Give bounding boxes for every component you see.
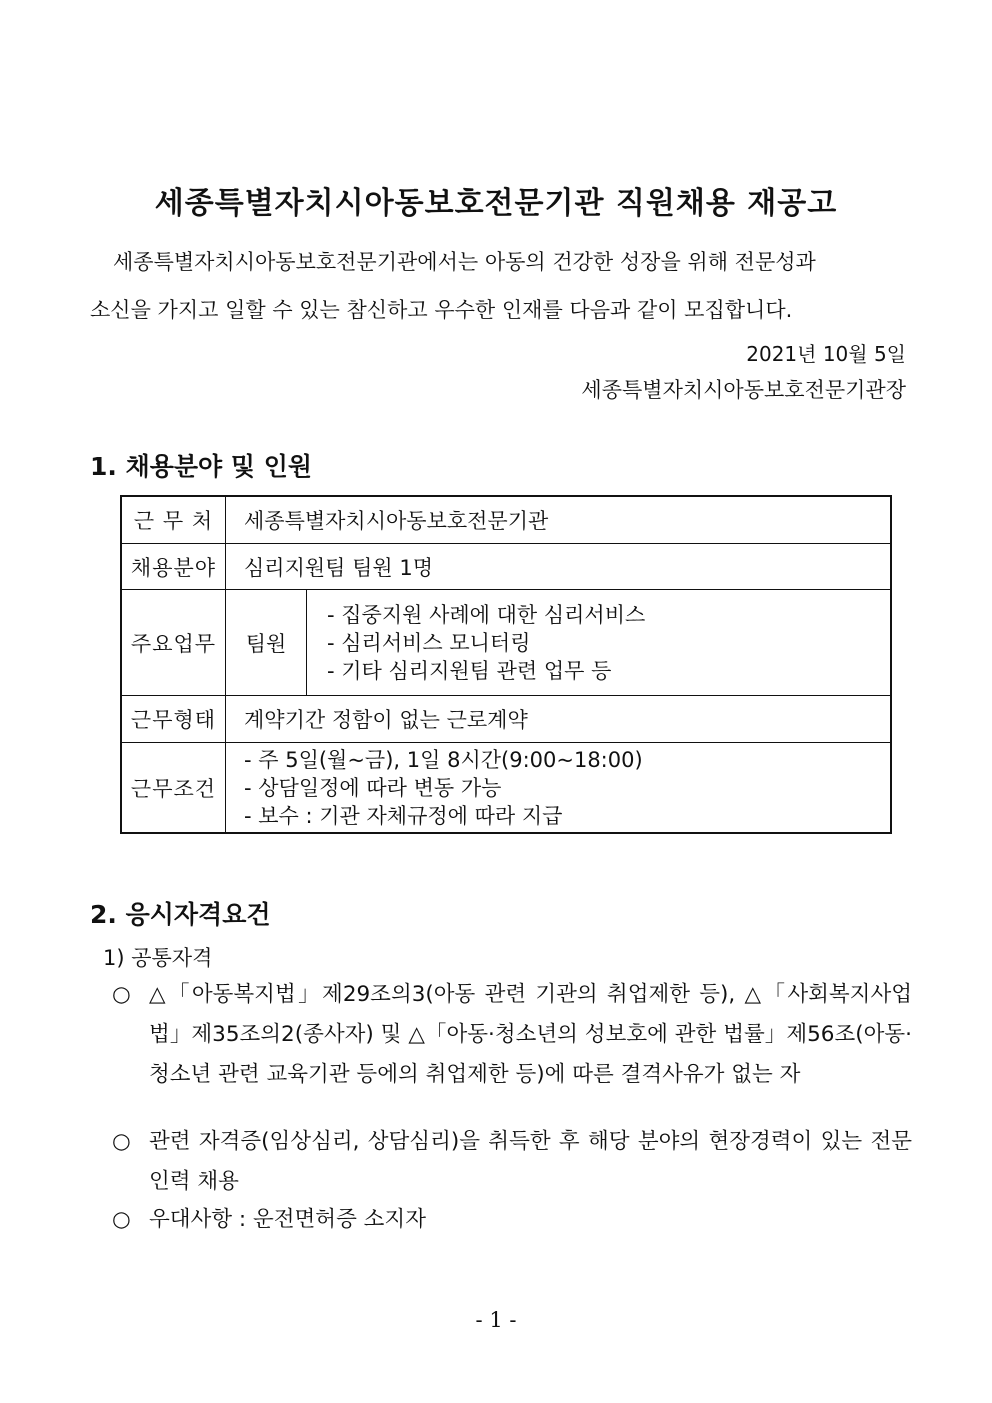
qualification-text: 관련 자격증(임상심리, 상담심리)을 취득한 후 해당 분야의 현장경력이 있는 전문인력 채용 [149, 1129, 912, 1194]
qualification-item [112, 975, 912, 1095]
circle-bullet-icon: ○ [112, 982, 131, 1007]
field-value: 심리지원팀 팀원 1명 [226, 544, 892, 590]
conditions-list [226, 743, 892, 834]
qualification-item [112, 1122, 912, 1202]
section-2-heading: 2. 응시자격요건 [90, 900, 271, 929]
workplace-value: 세종특별자치시아동보호전문기관 [226, 496, 892, 544]
page-title: 세종특별자치시아동보호전문기관 직원채용 재공고 [154, 186, 838, 221]
circle-bullet-icon: ○ [112, 1207, 131, 1232]
recruitment-table [120, 495, 892, 834]
condition-item: - 주 5일(월~금), 1일 8시간(9:00~18:00) [244, 747, 643, 772]
intro-line-1: 세종특별자치시아동보호전문기관에서는 아동의 건강한 성장을 위해 전문성과 [113, 250, 816, 274]
intro-line-2: 소신을 가지고 일할 수 있는 참신하고 우수한 인재를 다음과 같이 모집합니다. [90, 298, 793, 322]
employment-type-label: 근무형태 [121, 696, 226, 743]
duties-list [307, 590, 892, 696]
conditions-label: 근무조건 [121, 743, 226, 834]
duty-item: - 집중지원 사례에 대한 심리서비스 [327, 602, 646, 627]
issuer-name: 세종특별자치시아동보호전문기관장 [581, 378, 906, 402]
qualification-text: 우대사항 : 운전면허증 소지자 [149, 1207, 426, 1232]
duties-label: 주요업무 [121, 590, 226, 696]
section-1-heading: 1. 채용분야 및 인원 [90, 452, 313, 481]
workplace-label: 근 무 처 [121, 496, 226, 544]
qualification-item [112, 1200, 912, 1240]
duty-item: - 심리서비스 모니터링 [327, 630, 531, 655]
page-number: - 1 - [475, 1308, 517, 1332]
condition-item: - 상담일정에 따라 변동 가능 [244, 775, 502, 800]
duty-item: - 기타 심리지원팀 관련 업무 등 [327, 658, 612, 683]
qualification-text: △「아동복지법」제29조의3(아동 관련 기관의 취업제한 등), △「사회복지사업법」제35조의2(종사자) 및 △「아동·청소년의 성보호에 관한 법률」제56조(아동·청소년 관련 교육기관 등에의 취업제한 등)에 따른 결격사유가 없는 자 [149, 982, 912, 1087]
condition-item: - 보수 : 기관 자체규정에 따라 지급 [244, 803, 563, 828]
employment-type-value: 계약기간 정함이 없는 근로계약 [226, 696, 892, 743]
circle-bullet-icon: ○ [112, 1129, 131, 1154]
announcement-date: 2021년 10월 5일 [746, 342, 906, 366]
duties-role: 팀원 [226, 590, 307, 696]
field-label: 채용분야 [121, 544, 226, 590]
common-qualification-heading: 1) 공통자격 [103, 946, 213, 970]
